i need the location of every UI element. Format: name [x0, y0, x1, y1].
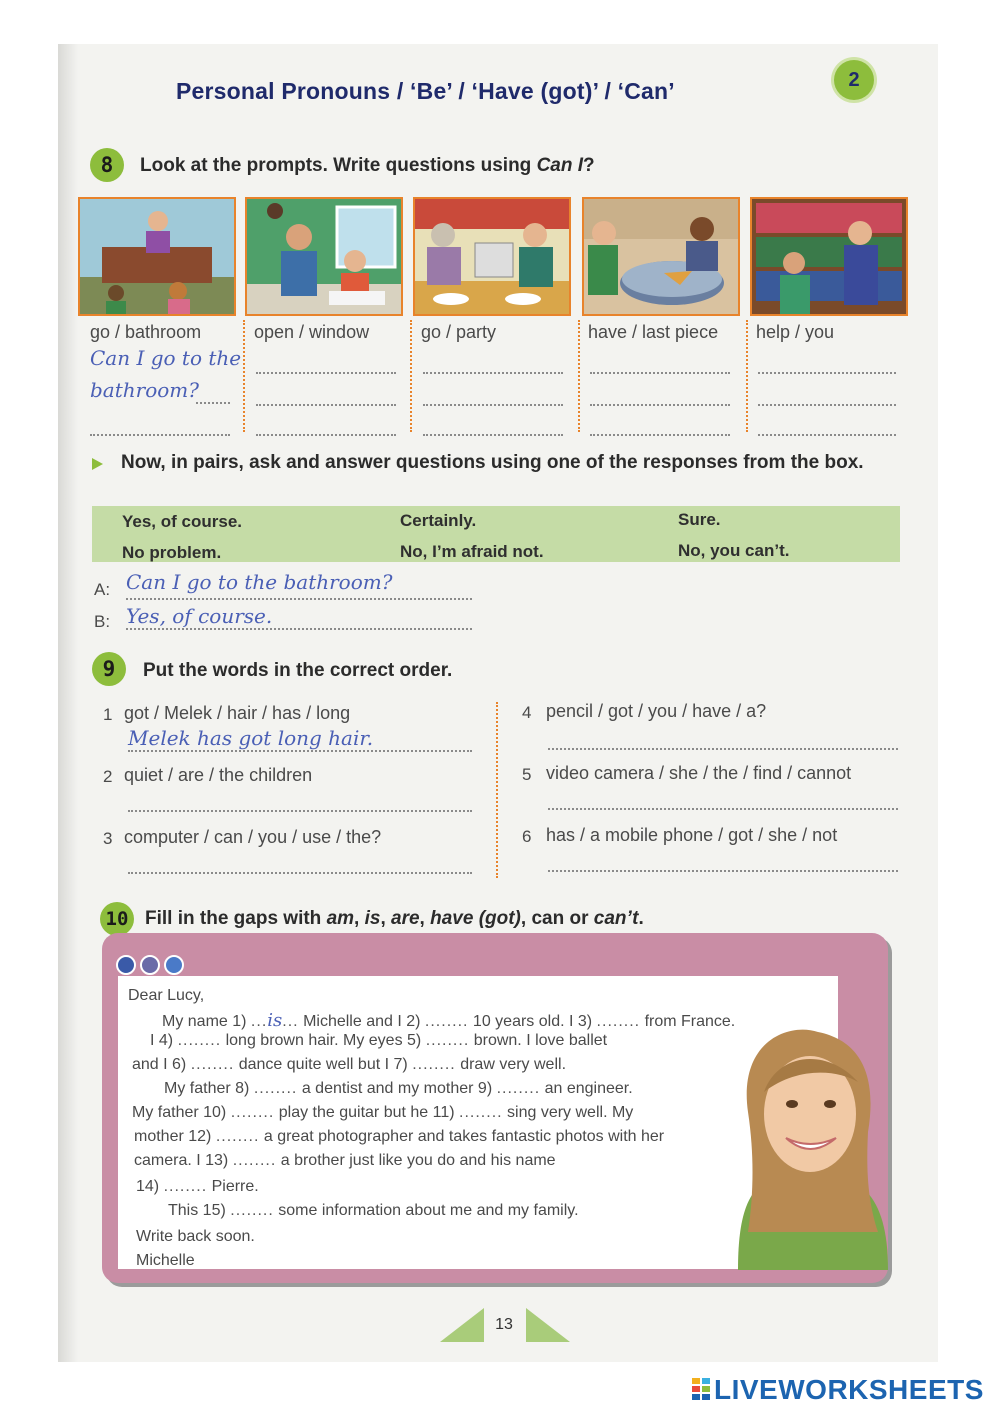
- letter-text: My father 10): [132, 1104, 227, 1121]
- answer-line[interactable]: [423, 370, 563, 374]
- letter-text: some information about me and my family.: [278, 1202, 579, 1219]
- answer-line: [90, 432, 230, 436]
- answer-line[interactable]: [590, 370, 730, 374]
- gap-1[interactable]: ...: [282, 1013, 299, 1030]
- gap-1-answer: is: [267, 1010, 283, 1031]
- picture-library: [750, 197, 908, 316]
- window-dot-icon: [116, 955, 136, 975]
- word-is: is: [364, 908, 381, 929]
- instruction-emphasis: Can I: [536, 155, 584, 176]
- comma: ,: [520, 908, 532, 929]
- response-item: No, I’m afraid not.: [400, 542, 544, 561]
- window-dot-icon: [140, 955, 160, 975]
- column-divider: [496, 702, 498, 878]
- answer-line[interactable]: [256, 402, 396, 406]
- item-number: 5: [522, 765, 532, 784]
- letter-line-9: [168, 1202, 579, 1220]
- exercise-8-number: 8: [90, 148, 124, 182]
- response-item: Yes, of course.: [122, 512, 242, 531]
- letter-line-6: [134, 1128, 664, 1146]
- letter-greeting: Dear Lucy,: [128, 987, 205, 1004]
- column-divider: [243, 320, 245, 432]
- exercise-10-instruction: Fill in the gaps with am, is, are, have (got), can or can’t.: [145, 908, 644, 929]
- speaker-a-answer: Can I go to the bathroom?: [126, 570, 393, 594]
- letter-closing: Write back soon.: [136, 1228, 255, 1245]
- gap-14[interactable]: ........: [163, 1178, 208, 1195]
- comma: ,: [354, 908, 365, 929]
- page-title: Personal Pronouns / ‘Be’ / ‘Have (got)’ / ‘Can’: [176, 78, 675, 104]
- answer-line[interactable]: [548, 746, 898, 750]
- word-are: are: [391, 908, 420, 929]
- prompt-2: open / window: [254, 322, 370, 342]
- answer-line[interactable]: [128, 870, 472, 874]
- page-corner-decoration: [526, 1308, 570, 1342]
- letter-text: This 15): [168, 1202, 226, 1219]
- letter-text: My name 1): [162, 1013, 247, 1030]
- prompt-4: have / last piece: [588, 322, 719, 342]
- girl-photo: [718, 1022, 898, 1270]
- page-number: 13: [495, 1316, 513, 1333]
- answer-line[interactable]: [423, 402, 563, 406]
- gap-9[interactable]: ........: [496, 1080, 541, 1097]
- period: .: [638, 908, 644, 929]
- letter-line-8: [136, 1178, 259, 1196]
- speaker-b-answer: Yes, of course.: [126, 604, 273, 628]
- brand-wordmark[interactable]: LIVEWORKSHEETS: [714, 1374, 984, 1405]
- prompt-1: go / bathroom: [90, 322, 202, 342]
- comma: ,: [380, 908, 392, 929]
- example-answer-line-2: bathroom?: [90, 378, 199, 402]
- letter-line-7: [134, 1152, 556, 1170]
- picture-classroom: [78, 197, 236, 316]
- letter-text: sing very well. My: [507, 1104, 634, 1121]
- letter-signature: Michelle: [136, 1252, 195, 1269]
- letter-text: a brother just like you do and his name: [280, 1152, 556, 1169]
- answer-line[interactable]: [758, 370, 896, 374]
- gap-12[interactable]: ........: [215, 1128, 260, 1145]
- answer-line[interactable]: [590, 402, 730, 406]
- speaker-b-label: B:: [94, 612, 111, 631]
- letter-text: dance quite well but I 7): [238, 1056, 408, 1073]
- prompt-5: help / you: [756, 322, 835, 342]
- answer-line: [196, 400, 230, 404]
- item-number: 3: [103, 829, 113, 848]
- exercise-8-instruction: [140, 155, 595, 177]
- response-item: Certainly.: [400, 511, 477, 530]
- gap-6[interactable]: ........: [190, 1056, 235, 1073]
- word-am: am: [326, 908, 355, 929]
- picture-boys-window: [245, 197, 403, 316]
- answer-line[interactable]: [548, 806, 898, 810]
- answer-line: [126, 596, 472, 600]
- item-text: video camera / she / the / find / cannot: [546, 763, 852, 783]
- answer-line[interactable]: [758, 402, 896, 406]
- example-answer: Melek has got long hair.: [128, 726, 374, 750]
- arrow-bullet-icon: [92, 458, 103, 470]
- word-or: or: [569, 908, 589, 929]
- gap-5[interactable]: ........: [425, 1032, 470, 1049]
- instruction-text-end: ?: [583, 155, 595, 176]
- letter-text: a great photographer and takes fantastic photos with her: [263, 1128, 665, 1145]
- example-answer-line-1: Can I go to the: [90, 346, 242, 370]
- letter-text: My father 8): [164, 1080, 250, 1097]
- letter-text: mother 12): [134, 1128, 212, 1145]
- letter-text: 14): [136, 1178, 160, 1195]
- letter-text: Pierre.: [211, 1178, 259, 1195]
- item-text: computer / can / you / use / the?: [124, 827, 382, 847]
- response-item: No, you can’t.: [678, 541, 790, 560]
- answer-line[interactable]: [256, 432, 396, 436]
- exercise-9-number: 9: [92, 652, 126, 686]
- letter-line-2: [150, 1032, 607, 1050]
- letter-line-1: [162, 1010, 735, 1031]
- page-gutter-shadow: [58, 44, 78, 1362]
- unit-badge: 2: [834, 60, 874, 100]
- letter-text: brown. I love ballet: [473, 1032, 608, 1049]
- letter-text: camera. I 13): [134, 1152, 229, 1169]
- exercise-9-instruction: Put the words in the correct order.: [143, 660, 453, 681]
- prompt-3: go / party: [421, 322, 497, 342]
- letter-line-4: [164, 1080, 633, 1098]
- item-number: 1: [103, 705, 113, 724]
- column-divider: [746, 320, 748, 432]
- letter-text: 10 years old. I 3): [472, 1013, 593, 1030]
- answer-line[interactable]: [548, 868, 898, 872]
- comma: ,: [419, 908, 431, 929]
- letter-line-3: [132, 1056, 566, 1074]
- gap-2[interactable]: ........: [424, 1013, 469, 1030]
- letter-text: an engineer.: [544, 1080, 633, 1097]
- column-divider: [410, 320, 412, 432]
- gap-15[interactable]: ........: [230, 1202, 274, 1219]
- gap-8[interactable]: ........: [253, 1080, 298, 1097]
- picture-pizza: [582, 197, 740, 316]
- picture-kitchen: [413, 197, 571, 316]
- letter-text: draw very well.: [460, 1056, 567, 1073]
- letter-text: from France.: [644, 1013, 736, 1030]
- item-number: 2: [103, 767, 113, 786]
- instruction-text: Fill in the gaps with: [145, 908, 327, 929]
- answer-line[interactable]: [423, 432, 563, 436]
- gap-3[interactable]: ........: [596, 1013, 641, 1030]
- response-item: Sure.: [678, 510, 721, 529]
- pairs-instruction: Now, in pairs, ask and answer questions using one of the responses from the box.: [121, 452, 864, 473]
- letter-text: and I 6): [132, 1056, 187, 1073]
- page-corner-decoration: [440, 1308, 484, 1342]
- word-cant: can’t: [593, 908, 639, 929]
- liveworksheets-logo-icon: [692, 1378, 710, 1400]
- letter-text: play the guitar but he 11): [278, 1104, 455, 1121]
- item-text: quiet / are / the children: [124, 765, 313, 785]
- letter-text: long brown hair. My eyes 5): [225, 1032, 422, 1049]
- letter-line-5: [132, 1104, 633, 1122]
- item-number: 6: [522, 827, 532, 846]
- answer-line[interactable]: [256, 370, 396, 374]
- instruction-text: Look at the prompts. Write questions using: [140, 155, 537, 176]
- letter-text: I 4): [150, 1032, 174, 1049]
- word-have-got: have (got): [430, 908, 521, 929]
- gap-4[interactable]: ........: [177, 1032, 222, 1049]
- item-text: got / Melek / hair / has / long: [124, 703, 351, 723]
- answer-line[interactable]: [758, 432, 896, 436]
- item-number: 4: [522, 703, 532, 722]
- item-text: has / a mobile phone / got / she / not: [546, 825, 838, 845]
- letter-text: a dentist and my mother 9): [301, 1080, 493, 1097]
- letter-text: Michelle and I 2): [303, 1013, 421, 1030]
- gap-11[interactable]: ........: [459, 1104, 503, 1121]
- gap-10[interactable]: ........: [230, 1104, 275, 1121]
- gap-1[interactable]: ...: [250, 1013, 268, 1030]
- response-item: No problem.: [122, 543, 222, 562]
- answer-line: [126, 626, 472, 630]
- exercise-10-number: 10: [100, 902, 134, 936]
- item-text: pencil / got / you / have / a?: [546, 701, 767, 721]
- answer-line: [128, 748, 472, 752]
- speaker-a-label: A:: [94, 580, 111, 599]
- gap-13[interactable]: ........: [232, 1152, 277, 1169]
- answer-line[interactable]: [128, 808, 472, 812]
- gap-7[interactable]: ........: [412, 1056, 456, 1073]
- window-dot-icon: [164, 955, 184, 975]
- column-divider: [578, 320, 580, 432]
- answer-line[interactable]: [590, 432, 730, 436]
